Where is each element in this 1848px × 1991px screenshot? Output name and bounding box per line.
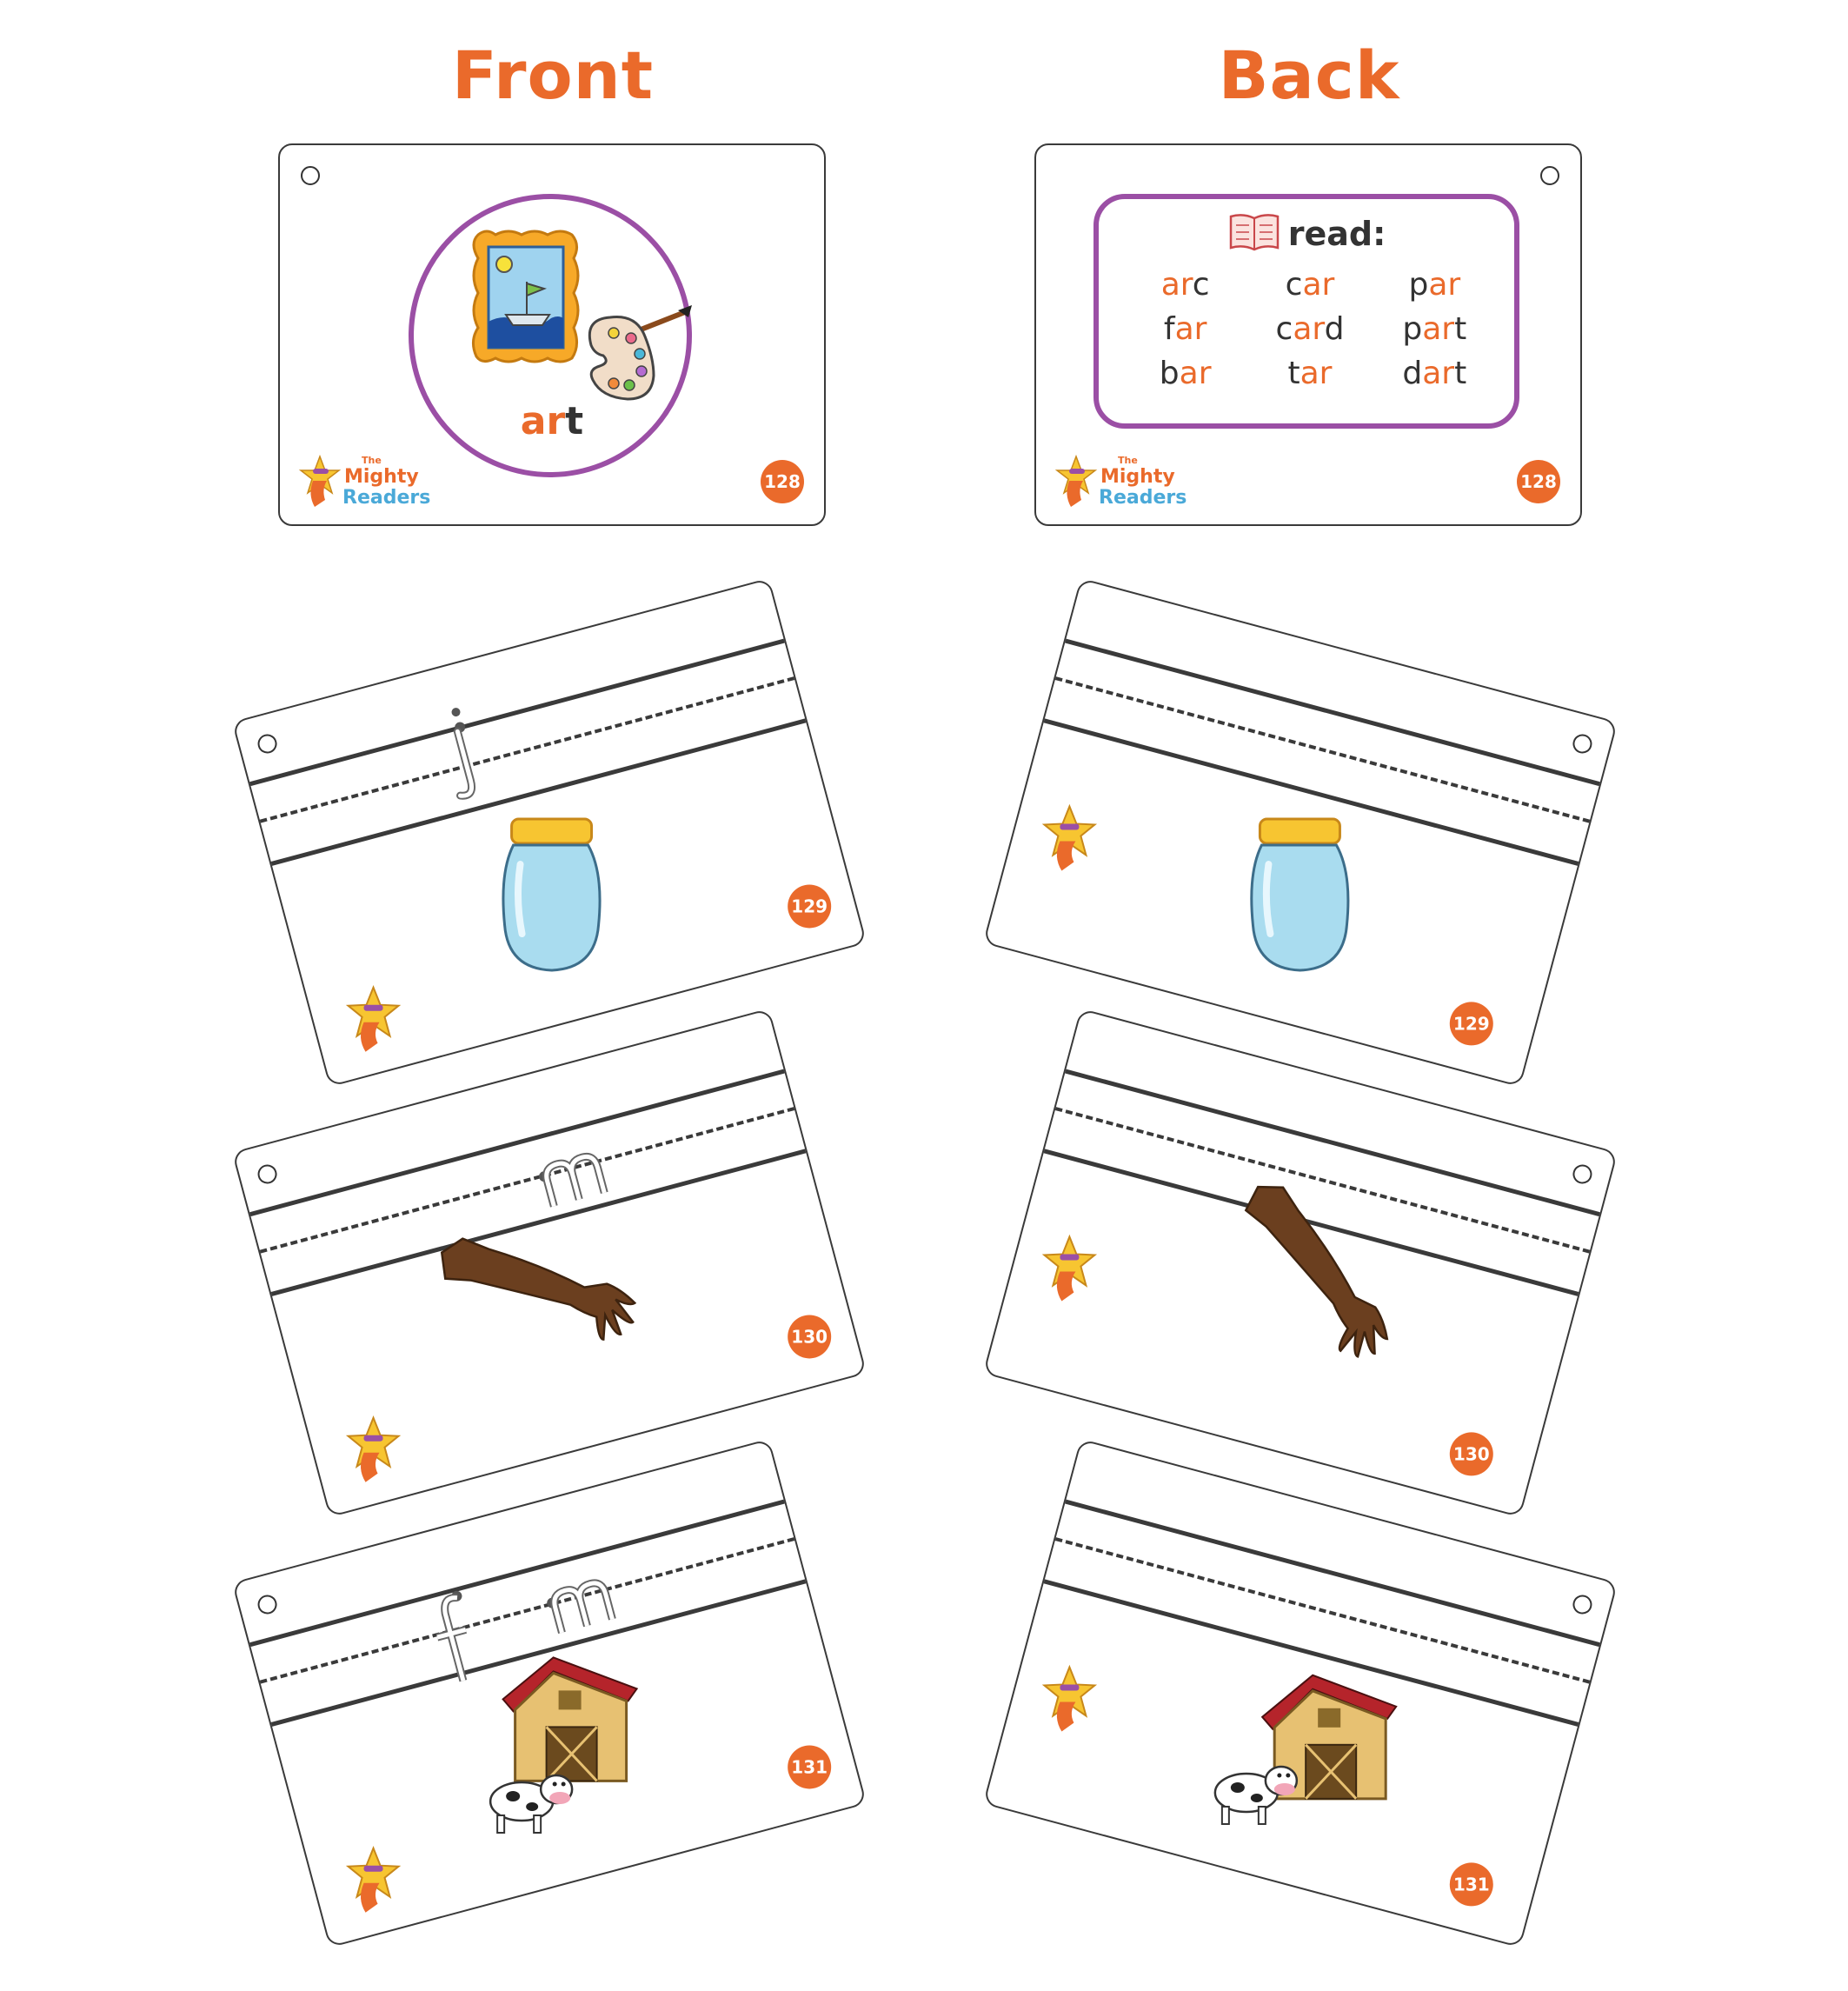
punch-hole: [1540, 166, 1559, 185]
word-par: par: [1408, 267, 1461, 303]
card-number-badge: 129: [1450, 1002, 1493, 1045]
card-131-front: [232, 1439, 867, 1948]
punch-hole: [1571, 732, 1594, 756]
letter-m-tracing: [531, 1135, 614, 1212]
card-number-badge: 129: [788, 884, 831, 928]
front-heading: Front: [451, 37, 655, 114]
word-part: part: [1402, 311, 1467, 347]
card-131-back: [983, 1439, 1619, 1948]
letter-m-tracing: [539, 1562, 622, 1638]
jar-icon: [495, 812, 608, 977]
jar-icon: [1242, 812, 1355, 977]
card-number-badge: 128: [1517, 460, 1560, 503]
word-dart: dart: [1402, 356, 1467, 391]
card-number-badge: 131: [788, 1745, 831, 1788]
word-grid: [1123, 267, 1497, 391]
card-number-badge: 130: [1450, 1432, 1493, 1475]
svg-text:The: The: [362, 455, 382, 466]
punch-hole: [301, 166, 320, 185]
word-car: car: [1285, 267, 1335, 303]
mighty-readers-logo: [1055, 449, 1187, 510]
back-heading: Back: [1218, 37, 1400, 114]
svg-text:Mighty: Mighty: [344, 466, 419, 488]
star-mascot-icon: [345, 984, 402, 1054]
card-129-back: [983, 578, 1619, 1088]
letter-j-tracing: [429, 697, 506, 811]
punch-hole: [256, 1593, 279, 1616]
svg-text:The: The: [1118, 455, 1138, 466]
word-tar: tar: [1287, 356, 1333, 391]
star-mascot-icon: [1040, 802, 1098, 872]
word-far: far: [1163, 311, 1207, 347]
star-mascot-icon: [1040, 1663, 1098, 1733]
card-129-front: [232, 578, 867, 1088]
read-label: read:: [1287, 215, 1386, 253]
palette-icon: [575, 293, 697, 406]
punch-hole: [256, 732, 279, 756]
punch-hole: [1571, 1593, 1594, 1616]
card-128-back: [1034, 143, 1582, 526]
cow-icon: [482, 1758, 577, 1836]
card-130-back: [983, 1009, 1619, 1518]
svg-text:Readers: Readers: [1099, 487, 1187, 509]
mighty-readers-logo: [299, 449, 431, 510]
card-number-badge: 130: [788, 1315, 831, 1358]
punch-hole: [1571, 1162, 1594, 1186]
word-arc: arc: [1160, 267, 1210, 303]
card-130-front: [232, 1009, 867, 1518]
arm-icon: [436, 1235, 645, 1348]
punch-hole: [256, 1162, 279, 1186]
star-mascot-icon: [345, 1415, 402, 1484]
cow-icon: [1207, 1749, 1302, 1828]
letter-f-tracing: [417, 1584, 492, 1690]
word-bar: bar: [1159, 356, 1212, 391]
star-mascot-icon: [345, 1845, 402, 1914]
star-mascot-icon: [1040, 1233, 1098, 1302]
svg-text:Readers: Readers: [342, 487, 431, 509]
target-word: art: [520, 399, 584, 443]
painting-icon: [469, 228, 591, 367]
card-number-badge: 128: [761, 460, 804, 503]
card-number-badge: 131: [1450, 1862, 1493, 1906]
svg-text:Mighty: Mighty: [1100, 466, 1175, 488]
word-card: card: [1275, 311, 1345, 347]
card-128-front: [278, 143, 826, 526]
read-words-box: [1094, 194, 1519, 429]
